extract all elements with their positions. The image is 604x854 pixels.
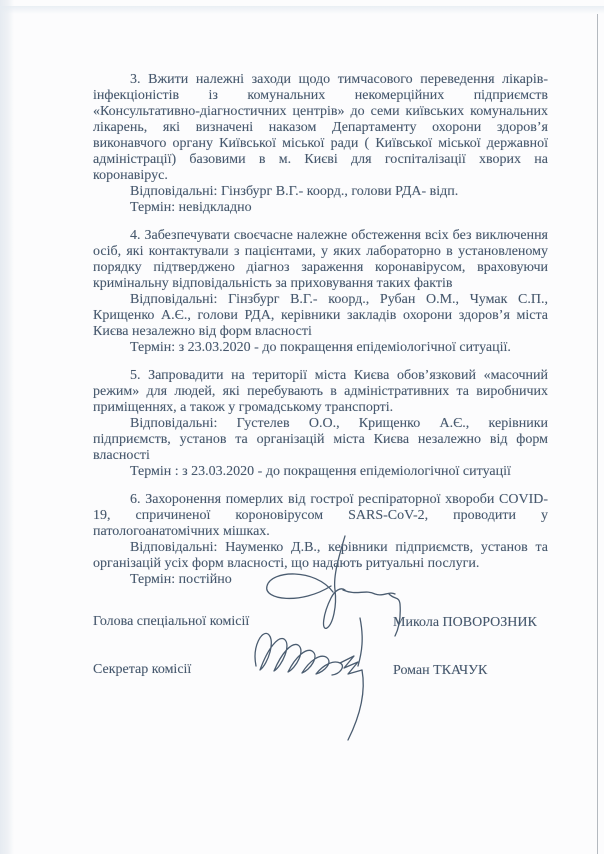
section-3-responsible: Відповідальні: Гінзбург В.Г.- коорд., голови РДА- відп. — [130, 184, 459, 199]
section-5-text: 5. Запровадити на території міста Києва обов’язковий «масочний режим» для людей, які перебувають в адміністративних та виробничих приміщеннях, а також у громадському транспорті. — [93, 368, 548, 415]
signatory-name: Роман ТКАЧУК — [393, 663, 488, 678]
section-5-term: Термін : з 23.03.2020 - до покращення епідеміологічної ситуації — [130, 464, 511, 479]
signature-block — [93, 614, 548, 678]
section-4 — [93, 228, 548, 356]
section-6-term: Термін: постійно — [130, 572, 232, 587]
signatory-name: Микола ПОВОРОЗНИК — [393, 615, 537, 630]
section-4-responsible: Відповідальні: Гінзбург В.Г.- коорд., Рубан О.М., Чумак С.П., Крищенко А.Є., голови РДА, керівники закладів охорони здоров’я міста Києва незалежно від форм власності — [93, 292, 548, 339]
section-3 — [93, 72, 548, 216]
section-3-text: 3. Вжити належні заходи щодо тимчасового переведення лікарів-інфекціоністів із комунальних некомерційних підприємств «Консультативно-діагностичних центрів» до семи київських комунальних лікарень, які визначені наказом Департаменту охорони здоров’я виконавчого органу Київської міської ради ( Київської міської державної адміністрації) базовими в м. Києві для госпіталізації хворих на коронавірус. — [93, 72, 548, 183]
section-3-term: Термін: невідкладно — [130, 200, 252, 215]
section-6-text: 6. Захоронення померлих від гострої респіраторної хвороби COVID-19, спричиненої короновірусом SARS-CoV-2, проводити у патологоанатомічних мішках. — [93, 492, 548, 539]
section-4-text: 4. Забезпечувати своєчасне належне обстеження всіх без виключення осіб, які контактували з пацієнтами, у яких лабораторно в установленому порядку підтверджено діагноз зараження коронавірусом, враховуючи кримінальну відповідальність за приховування таких фактів — [93, 228, 548, 291]
section-4-term: Термін: з 23.03.2020 - до покращення епідеміологічної ситуації. — [130, 340, 511, 355]
signature-row-secretary — [93, 662, 548, 678]
document-body — [93, 72, 548, 678]
scan-edge-artifact-top — [0, 6, 604, 14]
section-5 — [93, 368, 548, 480]
signature-row-head-of-commission — [93, 614, 548, 630]
signatory-role: Секретар комісії — [93, 662, 192, 677]
section-5-responsible: Відповідальні: Густелев О.О., Крищенко А.Є., керівники підприємств, установ та організацій міста Києва незалежно від форм власності — [93, 416, 548, 463]
scan-line-artifact-right — [597, 14, 598, 854]
signatory-role: Голова спеціальної комісії — [93, 614, 250, 629]
section-6-responsible: Відповідальні: Науменко Д.В., керівники підприємств, установ та організацій усіх форм власності, що надають ритуальні послуги. — [93, 540, 548, 571]
scan-edge-artifact-left — [0, 0, 14, 854]
section-6 — [93, 492, 548, 588]
